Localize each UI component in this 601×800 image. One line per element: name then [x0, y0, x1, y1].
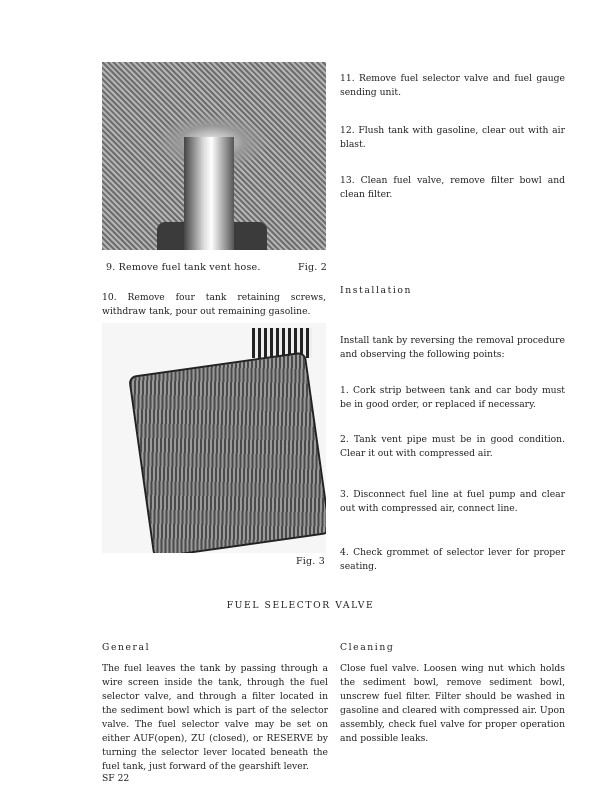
step-13-text: 13. Clean fuel valve, remove filter bowl and clean filter. — [340, 175, 565, 200]
fig3-label: Fig. 3 — [296, 556, 325, 567]
tank-graphic — [128, 351, 326, 553]
fig2-label: Fig. 2 — [298, 262, 327, 273]
installation-point-3: 3. Disconnect fuel line at fuel pump and clear out with compressed air, connect line. — [340, 489, 565, 514]
cleaning-heading: Cleaning — [340, 642, 395, 653]
installation-point-1: 1. Cork strip between tank and car body must be in good order, or replaced if necessary. — [340, 385, 565, 410]
step-10-text: 10. Remove four tank retaining screws, withdraw tank, pour out remaining gasoline. — [102, 292, 326, 317]
cleaning-body: Close fuel valve. Loosen wing nut which holds the sediment bowl, remove sediment bowl, unscrew fuel filter. Filter should be washed in gasoline and cleared with compressed air. Upon assembly, check fuel valve for proper operation and possible leaks. — [340, 663, 565, 744]
step-11-text: 11. Remove fuel selector valve and fuel gauge sending unit. — [340, 73, 565, 98]
fig2-caption: 9. Remove fuel tank vent hose. — [106, 262, 261, 273]
page-number: SF 22 — [102, 773, 130, 784]
section-title: FUEL SELECTOR VALVE — [226, 600, 375, 611]
installation-intro: Install tank by reversing the removal procedure and observing the following points: — [340, 335, 565, 360]
fuel-tank-vent-photo — [102, 62, 326, 250]
installation-heading: Installation — [340, 285, 413, 296]
installation-point-2: 2. Tank vent pipe must be in good condition. Clear it out with compressed air. — [340, 434, 565, 459]
vent-pipe-graphic — [184, 137, 234, 250]
general-heading: General — [102, 642, 151, 653]
step-12-text: 12. Flush tank with gasoline, clear out with air blast. — [340, 125, 565, 150]
fuel-tank-photo — [102, 323, 326, 553]
general-body: The fuel leaves the tank by passing through a wire screen inside the tank, through the fuel selector valve, and through a filter located in the sediment bowl which is part of the selector valve. The fuel selector valve may be set on either AUF(open), ZU (closed), or RESERVE by turning the selector lever located beneath the fuel tank, just forward of the gearshift lever. — [102, 663, 328, 772]
installation-point-4: 4. Check grommet of selector lever for proper seating. — [340, 547, 565, 572]
